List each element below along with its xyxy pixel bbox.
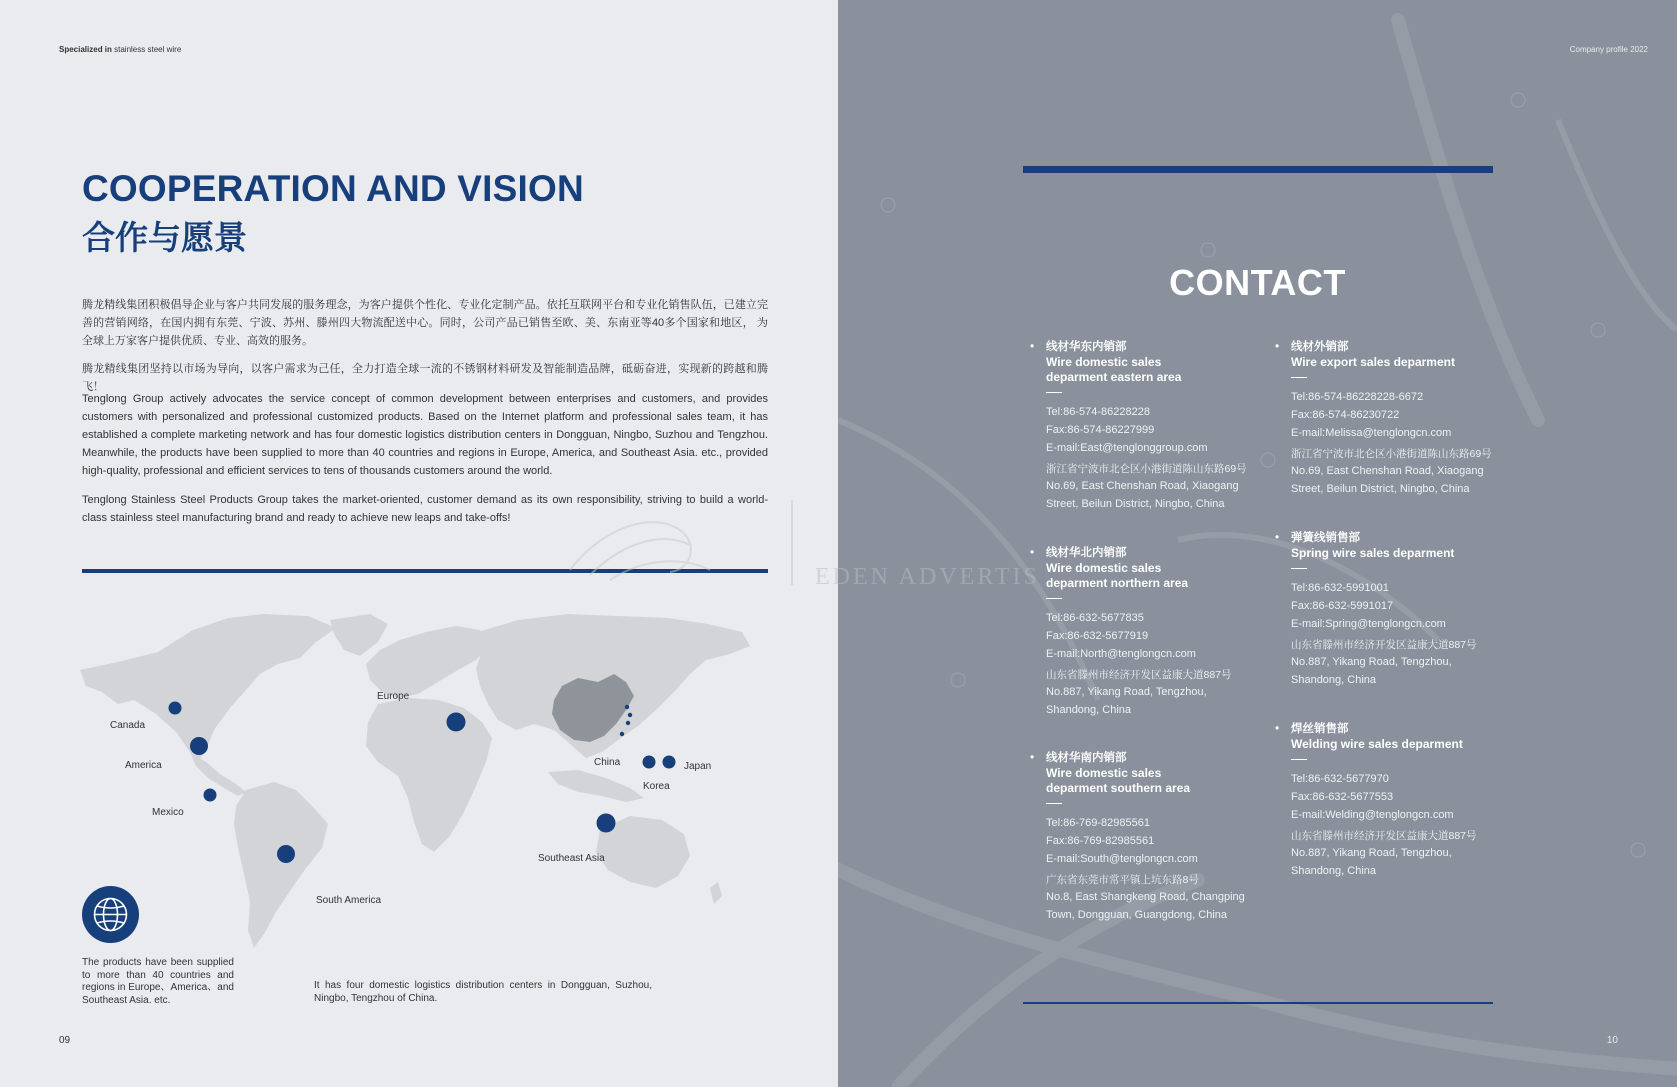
bullet-icon: • [1275,339,1280,353]
contact-dash [1291,377,1307,378]
contact-bottom-divider [1023,1002,1493,1004]
page-title-cn: 合作与愿景 [82,219,247,256]
marker-america [190,737,208,755]
page-title-en: COOPERATION AND VISION [82,168,584,209]
world-map-svg [78,612,768,957]
bullet-icon: • [1275,530,1280,544]
intro-paragraph-en: Tenglong Group actively advocates the service concept of common development between enterprises and customers, and provides customers with personalized and professional customized products. Based on the Internet platform and professional sales team, it has established a complete marketing network and has four domestic logistics distribution centers in Dongguan, Ningbo, Suzhou and Tengzhou. Meanwhile, the products have been supplied to more than 40 countries and regions in Europe, America, and Southeast Asia. etc., provided high-quality, professional and efficient services to tens of thousands customers around the world. [82,393,768,477]
southeast-asia-islands-shape [548,770,644,802]
watermark-text: EDEN ADVERTIS [815,564,1040,590]
label-america: America [125,760,162,771]
page-number-left: 09 [59,1035,71,1046]
running-head-left: Specialized in stainless steel wire [59,45,182,54]
contact-address-en: No.887, Yikang Road, Tengzhou, Shandong, China [1291,656,1452,686]
world-map [78,612,768,957]
contact-email[interactable]: E-mail:East@tenglonggroup.com [1046,442,1208,454]
mission-paragraph-cn: 腾龙精线集团坚持以市场为导向，以客户需求为己任，全力打造全球一流的不锈钢材料研发及智能制造品牌，砥砺奋进，实现新的跨越和腾飞！ [82,363,768,393]
bullet-icon: • [1030,339,1035,353]
marker-korea [643,756,656,769]
contact-name-en: Wire domestic sales deparment southern area [1046,766,1191,795]
contact-name-en: Wire domestic sales deparment northern area [1046,561,1189,590]
contact-dash [1046,803,1062,804]
contact-name-cn: 线材华北内销部 [1046,547,1127,559]
contact-email[interactable]: E-mail:Melissa@tenglongcn.com [1291,427,1452,439]
contact-block [1030,750,1276,924]
bullet-icon: • [1275,721,1280,735]
north-america-shape [80,614,336,762]
contact-tel: Tel:86-574-86228228 [1046,406,1150,418]
contact-address-en: No.887, Yikang Road, Tengzhou, Shandong, China [1291,847,1452,877]
africa-shape [366,698,492,852]
contact-fax: Fax:86-769-82985561 [1046,835,1155,847]
contact-address-cn: 浙江省宁波市北仑区小港街道陈山东路69号 [1046,463,1247,475]
intro-paragraph-cn: 腾龙精线集团积极倡导企业与客户共同发展的服务理念，为客户提供个性化、专业化定制产品。依托互联网平台和专业化销售队伍，已建立完善的营销网络，在国内拥有东莞、宁波、苏州、滕州四大物流配送中心。同时，公司产品已销售至欧、美、东南亚等40多个国家和地区， 为全球上万家客户提供优质、专业、高效的服务。 [82,299,768,347]
marker-south-america [277,845,295,863]
label-canada: Canada [110,720,146,731]
greenland-shape [330,614,388,656]
watermark-logo [560,500,1080,590]
contact-tel: Tel:86-632-5677835 [1046,612,1144,624]
label-mexico: Mexico [152,807,184,818]
contact-tel: Tel:86-769-82985561 [1046,817,1150,829]
marker-southeast-asia [597,814,616,833]
china-city-dot [626,721,630,725]
contact-fax: Fax:86-632-5991017 [1291,600,1394,612]
contact-dash [1291,568,1307,569]
label-southeast-asia: Southeast Asia [538,853,605,864]
contact-address-en: No.69, East Chenshan Road, Xiaogang Street, Beilun District, Ningbo, China [1291,465,1484,495]
label-south-america: South America [316,895,382,906]
contact-name-en: Wire domestic sales deparment eastern area [1046,355,1182,384]
contact-tel: Tel:86-574-86228228-6672 [1291,391,1424,403]
contact-address-cn: 山东省滕州市经济开发区益康大道887号 [1291,830,1477,842]
contact-name-cn: 线材外销部 [1291,341,1349,353]
bullet-icon: • [1030,545,1035,559]
label-korea: Korea [643,781,670,792]
contact-fax: Fax:86-574-86230722 [1291,409,1400,421]
contact-block [1030,545,1276,719]
contact-block [1275,530,1521,689]
marker-canada [169,702,182,715]
contact-email[interactable]: E-mail:Welding@tenglongcn.com [1291,809,1454,821]
contact-name-en: Wire export sales deparment [1291,355,1455,369]
contact-email[interactable]: E-mail:North@tenglongcn.com [1046,648,1196,660]
contact-address-en: No.69, East Chenshan Road, Xiaogang Street, Beilun District, Ningbo, China [1046,480,1239,510]
bullet-icon: • [1030,750,1035,764]
contact-fax: Fax:86-632-5677553 [1291,791,1394,803]
mission-paragraph-en: Tenglong Stainless Steel Products Group takes the market-oriented, customer demand as its own responsibility, striving to build a world-class stainless steel manufacturing brand and ready to achieve new leaps and take-offs! [82,494,768,524]
contact-address-en: No.8, East Shangkeng Road, Changping Town, Dongguan, Guangdong, China [1046,891,1245,921]
contact-address-cn: 山东省滕州市经济开发区益康大道887号 [1291,639,1477,651]
label-china: China [594,757,621,768]
contact-address-en: No.887, Yikang Road, Tengzhou, Shandong, China [1046,686,1207,716]
contact-name-en: Spring wire sales deparment [1291,546,1455,560]
contact-dash [1046,392,1062,393]
contact-address-cn: 山东省滕州市经济开发区益康大道887号 [1046,669,1232,681]
contact-fax: Fax:86-574-86227999 [1046,424,1155,436]
new-zealand-shape [710,882,722,904]
contact-block [1275,339,1521,498]
china-city-dot [628,713,632,717]
contact-email[interactable]: E-mail:South@tenglongcn.com [1046,853,1198,865]
marker-europe [447,713,466,732]
contact-dash [1046,598,1062,599]
contact-name-cn: 线材华东内销部 [1046,341,1127,353]
caption-logistics: It has four domestic logistics distribution centers in Dongguan, Suzhou, Ningbo, Tengzhou of China. [314,980,652,1004]
marker-japan [663,756,676,769]
caption-countries: The products have been supplied to more than 40 countries and regions in Europe、America、and Southeast Asia. etc. [82,957,234,1006]
contact-name-cn: 焊丝销售部 [1291,723,1349,735]
china-city-dot [625,705,629,709]
page-number-right: 10 [1606,1035,1618,1046]
contact-address-cn: 浙江省宁波市北仑区小港街道陈山东路69号 [1291,448,1492,460]
contact-name-cn: 线材华南内销部 [1046,752,1127,764]
running-head-right: Company profile 2022 [1569,45,1648,54]
contact-name-en: Welding wire sales deparment [1291,737,1463,751]
contact-block [1275,721,1521,880]
contact-dash [1291,759,1307,760]
contact-address-cn: 广东省东莞市常平镇上坑东路8号 [1046,874,1199,886]
contact-top-divider [1023,166,1493,173]
central-america-shape [190,752,246,796]
contact-tel: Tel:86-632-5991001 [1291,582,1389,594]
contact-title: CONTACT [1169,262,1346,303]
china-city-dot [620,732,624,736]
contact-email[interactable]: E-mail:Spring@tenglongcn.com [1291,618,1446,630]
marker-mexico [204,789,217,802]
contact-fax: Fax:86-632-5677919 [1046,630,1149,642]
label-japan: Japan [684,761,712,772]
south-america-shape [234,782,328,948]
europe-shape [366,626,490,698]
label-europe: Europe [377,691,410,702]
globe-icon [82,886,139,943]
contact-block [1030,339,1276,513]
contact-name-cn: 弹簧线销售部 [1291,532,1360,544]
contact-tel: Tel:86-632-5677970 [1291,773,1389,785]
